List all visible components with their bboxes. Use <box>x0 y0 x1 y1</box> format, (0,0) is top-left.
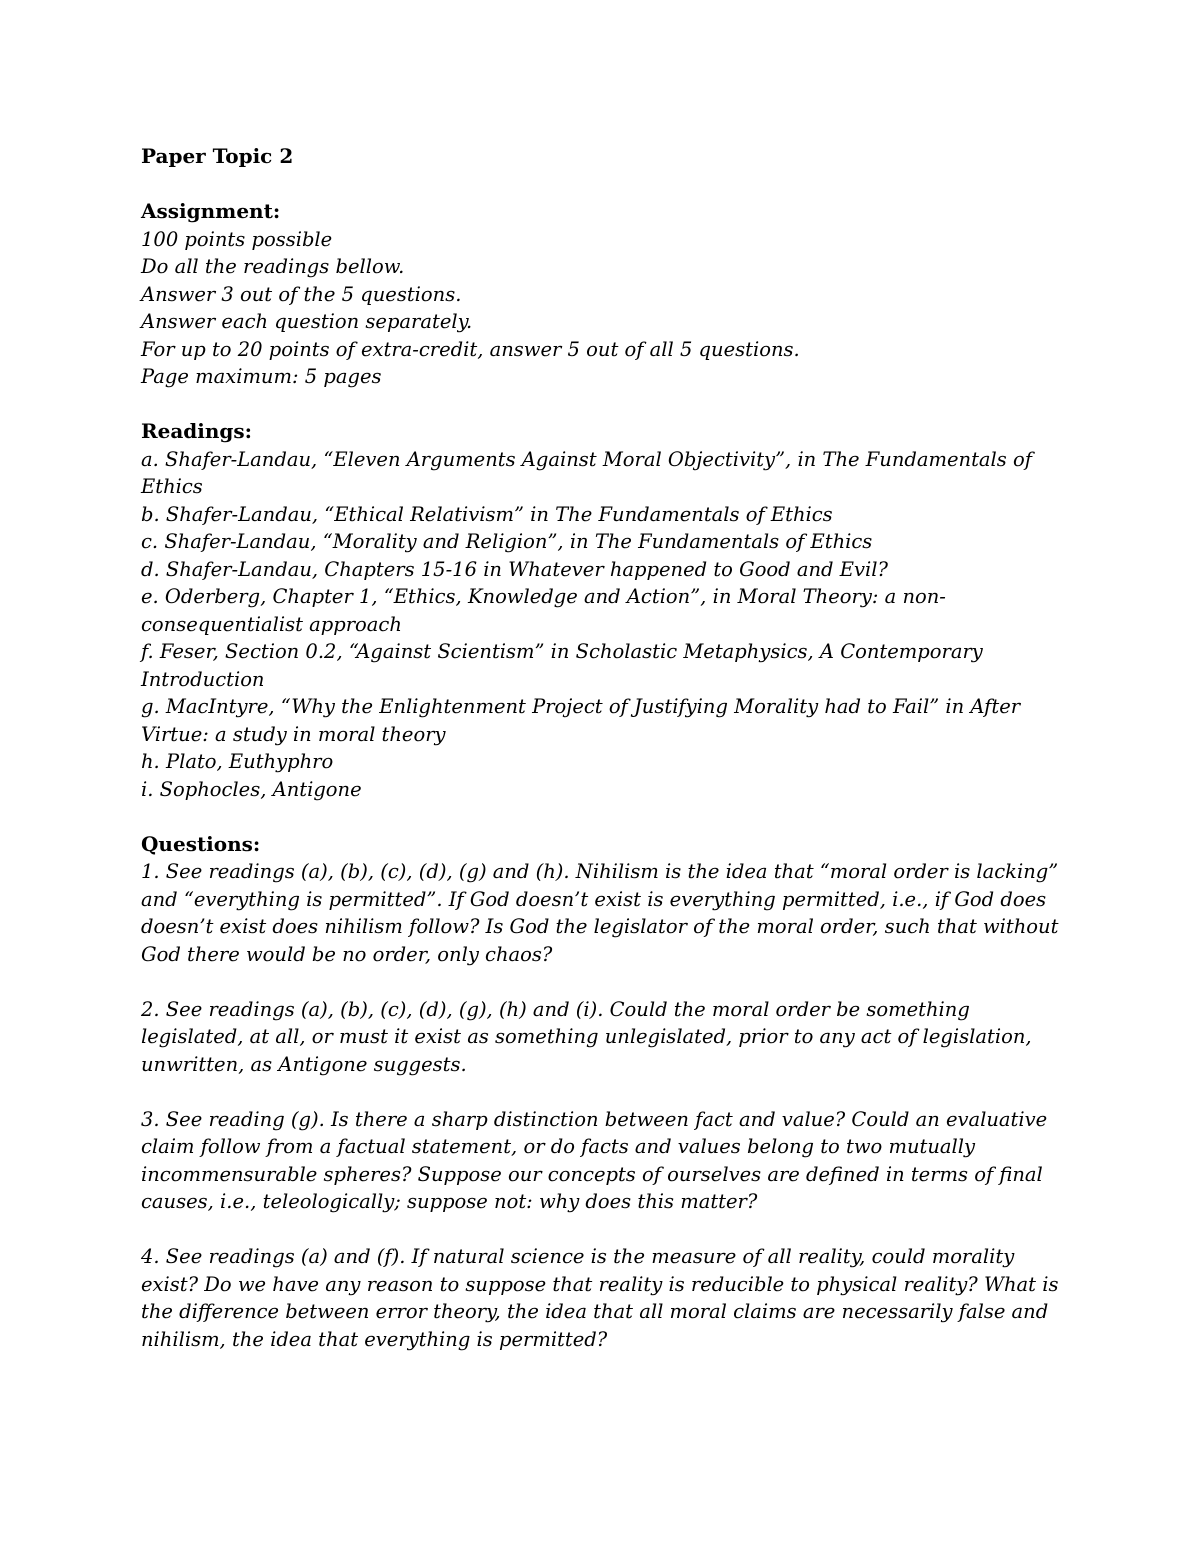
assignment-line: Page maximum: 5 pages <box>141 365 382 388</box>
question-item: 2. See readings (a), (b), (c), (d), (g), (h) and (i). Could the moral order be something legislated, at all, or must it exist as something unlegislated, prior to any act of legislation, unwritten, as Antigone suggests. <box>141 997 1032 1076</box>
reading-item: f. Feser, Section 0.2, “Against Scientism” in Scholastic Metaphysics, A Contemporary Introduction <box>141 640 989 691</box>
questions-heading: Questions: <box>141 831 261 856</box>
page-title: Paper Topic 2 <box>141 144 294 168</box>
readings-heading: Readings: <box>141 419 253 443</box>
reading-item: i. Sophocles, Antigone <box>141 777 362 801</box>
assignment-line: For up to 20 points of extra-credit, answer 5 out of all 5 questions. <box>141 337 800 361</box>
reading-item: a. Shafer-Landau, “Eleven Arguments Against Moral Objectivity”, in The Fundamentals of Ethics <box>141 447 1039 498</box>
question-item: 1. See readings (a), (b), (c), (d), (g) and (h). Nihilism is the idea that “moral order is lacking” and “everything is permitted”. If God doesn’t exist is everything permitted, i.e., if God does doesn’t exist does nihilism follow? Is God the legislator of the moral order, such that without God there would be no order, only chaos? <box>141 860 1059 966</box>
reading-item: e. Oderberg, Chapter 1, “Ethics, Knowledge and Action”, in Moral Theory: a non-consequentialist approach <box>141 585 946 636</box>
reading-item: d. Shafer-Landau, Chapters 15-16 in Whatever happened to Good and Evil? <box>141 557 888 581</box>
question-item: 3. See reading (g). Is there a sharp distinction between fact and value? Could an evaluative claim follow from a factual statement, or do facts and values belong to two mutually incommensurable spheres? Suppose our concepts of ourselves are defined in terms of final causes, i.e., teleologically; suppose not: why does this matter? <box>141 1107 1048 1213</box>
reading-item: c. Shafer-Landau, “Morality and Religion”, in The Fundamentals of Ethics <box>141 530 873 553</box>
question-item: 4. See readings (a) and (f). If natural science is the measure of all reality, could morality exist? Do we have any reason to suppose that reality is reducible to physical reality? What is the difference between error theory, the idea that all moral claims are necessarily false and nihilism, the idea that everything is permitted? <box>141 1245 1059 1351</box>
assignment-line: Answer each question separately. <box>141 310 473 333</box>
assignment-line: Answer 3 out of the 5 questions. <box>141 282 462 306</box>
reading-item: g. MacIntyre, “Why the Enlightenment Project of Justifying Morality had to Fail” in After Virtue: a study in moral theory <box>141 695 1027 746</box>
assignment-heading: Assignment: <box>141 199 281 223</box>
document-content <box>141 143 1071 1353</box>
assignment-line: Do all the readings bellow. <box>141 255 405 278</box>
reading-item: b. Shafer-Landau, “Ethical Relativism” in The Fundamentals of Ethics <box>141 502 833 526</box>
assignment-section <box>141 198 1071 391</box>
assignment-line: 100 points possible <box>141 227 333 251</box>
reading-item: h. Plato, Euthyphro <box>141 750 334 773</box>
readings-section <box>141 418 1071 803</box>
questions-section <box>141 831 1071 1354</box>
